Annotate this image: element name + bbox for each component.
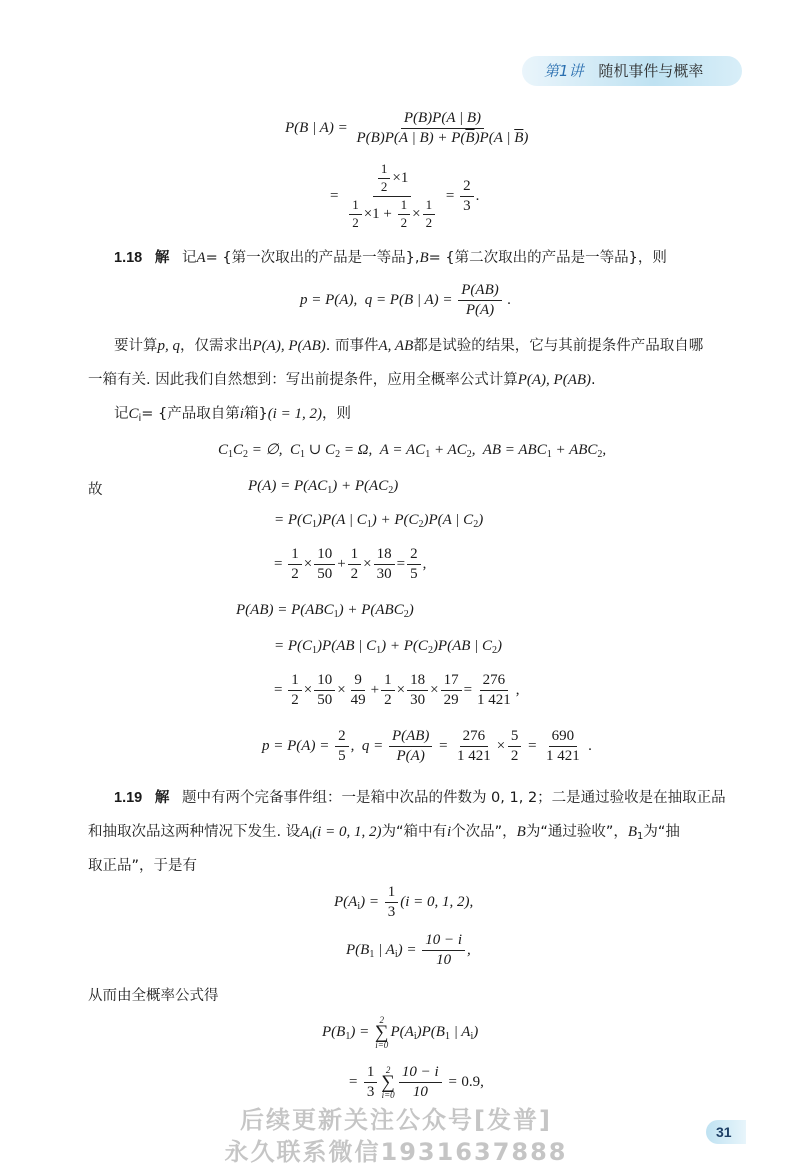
math: (i = 1, 2) [267, 406, 322, 422]
math: A [300, 824, 310, 840]
pab-step2: = $P(C_1)P(AB$ | $C_1) + P(C_2)P(AB$ | $C_2$) [274, 638, 503, 656]
text: . 而事件 [325, 338, 379, 354]
problem-1-18-def: 记$C_i=$ {产品取自第i箱}(i = 1, 2)，则 [114, 406, 351, 424]
problem-1-19-line3: 取正品”，于是有 [88, 858, 198, 874]
text: . [591, 372, 596, 388]
math: A, AB [378, 338, 414, 354]
text: = {产品取自第 [141, 406, 240, 422]
page-number-badge [706, 1120, 746, 1144]
pab-step3: = $\frac{1}{2}$ × $\frac{10}{50}$ × $\frac{9}{49}$ + $\frac{1}{2}$ × $\frac{18}{30}$ × $\frac{17}{29}$ = $\frac{276}{1 421}$ , [274, 672, 520, 709]
math: p, q [157, 338, 180, 354]
text: 为“箱中有 [381, 824, 447, 840]
problem-label: 1.18 [114, 250, 143, 266]
chapter-topic: 随机事件与概率 [598, 62, 704, 80]
text: 一箱有关. 因此我们自然想到：写出前提条件，应用全概率公式计算 [88, 372, 518, 388]
total-prob-intro: 从而由全概率公式得 [88, 988, 219, 1004]
event-relations: $C_1C_2$ = ∅, $C_1$ ∪ $C_2 = \Omega$, $A = AC_1 + AC_2$, AB = $ABC_1 + ABC_2$, [218, 442, 607, 460]
text: ，则 [321, 406, 351, 422]
math: (i = 0, 1, 2) [312, 824, 382, 840]
text: = {第二次取出的产品是一等品}，则 [428, 250, 667, 266]
problem-1-19-line2: 和抽取次品这两种情况下发生. 设$A_i(i = 0$, 1, 2)为“箱中有i个次品”，B为“通过验收”，$B_1$为“抽 [88, 824, 680, 842]
problem-1-19-intro [114, 786, 726, 807]
pq-definition: p = P(A), q = P(B | A) = $\frac{P(AB)}{P(A)}$ . [300, 282, 512, 319]
math: i [239, 406, 244, 422]
text: 记 [114, 406, 129, 422]
text: ，仅需求出 [180, 338, 253, 354]
therefore-label: 故 [88, 482, 103, 498]
chapter-number: 第1讲 [544, 62, 584, 80]
pa-step1: $P(A) = P(AC_1) + P(AC_2)$ [248, 478, 399, 496]
math: C [128, 406, 139, 422]
chapter-header [522, 56, 742, 86]
text: 题中有两个完备事件组：一是箱中次品的件数为 0, 1, 2；二是通过验收是在抽取正品 [181, 790, 726, 806]
text: 为“抽 [643, 824, 680, 840]
pa-step3: = $\frac{1}{2}$ × $\frac{10}{50}$ + $\frac{1}{2}$ × $\frac{18}{30}$ = $\frac{2}{5}$ , [274, 546, 427, 583]
watermark-line2: 永久联系微信1931637888 [224, 1138, 568, 1166]
math: B [627, 824, 638, 840]
math: B [419, 250, 429, 266]
problem-1-18-para1 [114, 334, 703, 355]
pab-step1: $P(AB) = P(ABC_1) + P(ABC_2)$ [236, 602, 414, 620]
pa-step2: = $P(C_1)P(A$ | $C_1) + P(C_2)P(A$ | $C_2$) [274, 512, 484, 530]
problem-1-18-intro [114, 246, 667, 267]
watermark-line1: 后续更新关注公众号[发普] [240, 1106, 552, 1134]
math: P(A), P(AB) [252, 338, 326, 354]
solution-label: 解 [154, 790, 170, 806]
problem-1-18-para2 [88, 368, 596, 389]
text: 箱} [243, 406, 268, 422]
text: 和抽取次品这两种情况下发生. 设 [88, 824, 301, 840]
math: B [516, 824, 526, 840]
math: P(A), P(AB) [517, 372, 592, 388]
bayes-formula-line2: = $\frac{1}{2}$ ×1 $\frac{1}{2}$ ×1 + $\frac{1}{2}$ × $\frac{1}{2}$ = $\frac{2}{3}$ . [330, 161, 480, 230]
pb1-sum: $P(B_1)$ = 2 ∑ i=0 $P(A_i)P(B_1$ | $A_i$) [322, 1015, 479, 1051]
chapter-header-text [544, 60, 703, 81]
text: 为“通过验收”， [525, 824, 628, 840]
pb1-given-ai: $P(B_1$ | $A_i$) = $\frac{10 - i}{10}$ , [346, 932, 471, 969]
pb1-result: = $\frac{1}{3}$ 2 ∑ i=0 $\frac{10 - i}{10}$ = 0.9, [348, 1064, 484, 1101]
pai-formula: $P(A_i)$ = $\frac{1}{3}$ (i = 0, 1, 2), [334, 884, 474, 921]
pq-result: p = P(A) = $\frac{2}{5}$ , q = $\frac{P(AB)}{P(A)}$ = $\frac{276}{1 421}$ × $\frac{5}{2}$ = $\frac{690}{1 421}$ . [262, 728, 593, 765]
text: 个次品”， [451, 824, 517, 840]
text: 记 [181, 250, 197, 266]
math: i [446, 824, 452, 840]
math: A [196, 250, 206, 266]
page-number: 31 [716, 1124, 732, 1140]
problem-label: 1.19 [114, 790, 143, 806]
text: 要计算 [114, 338, 158, 354]
solution-label: 解 [154, 250, 170, 266]
bayes-formula-line1: P(B | A) = $\frac{P(B)P(A | B)}{P(B)P(A | B) + P(\overline{B})P(A | \overline{B})}$ [285, 110, 529, 147]
text: = {第一次取出的产品是一等品}, [205, 250, 420, 266]
text: 都是试验的结果，它与其前提条件产品取自哪 [413, 338, 704, 354]
